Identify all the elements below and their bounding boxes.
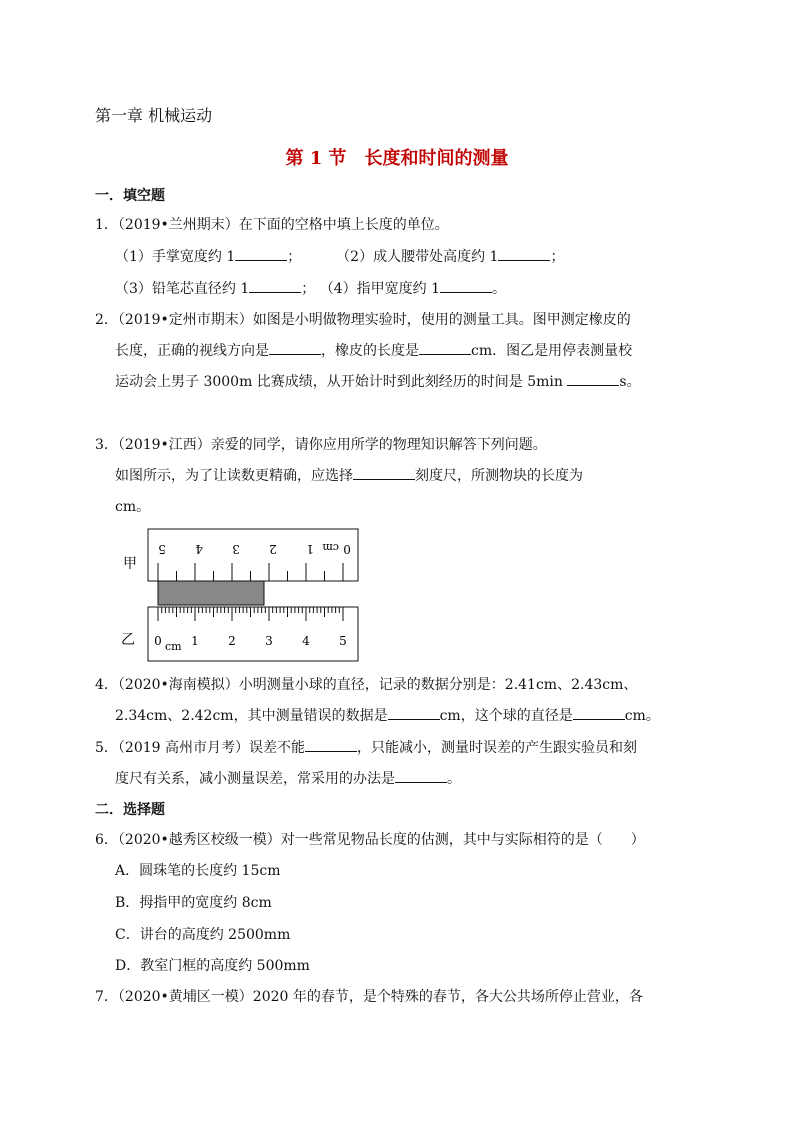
ruler-jia-unit: cm <box>322 541 339 554</box>
q2-text-d: 运动会上男子 3000m 比赛成绩，从开始计时到此刻经历的时间是 5min <box>115 374 563 390</box>
ruler-jia-tick-label: 2 <box>269 542 277 556</box>
part-heading-choice: 二．选择题 <box>95 802 165 818</box>
q4-blank-1[interactable] <box>388 707 440 720</box>
ruler-figure <box>118 527 368 663</box>
q5-blank-1[interactable] <box>305 739 357 752</box>
q6-option-d[interactable]: D．教室门框的高度约 500mm <box>115 958 310 974</box>
ruler-yi-tick-label: 5 <box>339 634 347 648</box>
q7-stem: 7．（2020•黄埔区一模）2020 年的春节，是个特殊的春节，各大公共场所停止营业，各 <box>95 989 643 1005</box>
q2-blank-1[interactable] <box>269 342 321 355</box>
q5-text-a: 5．（2019 高州市月考）误差不能 <box>95 740 305 756</box>
measured-block <box>158 581 264 605</box>
q6-option-c[interactable]: C．讲台的高度约 2500mm <box>115 927 291 943</box>
ruler-jia <box>148 529 358 581</box>
q6-stem: 6．（2020•越秀区校级一模）对一些常见物品长度的估测，其中与实际相符的是（ ） <box>95 832 645 848</box>
q1-line-ab <box>115 248 564 266</box>
section-title: 第 1 节 长度和时间的测量 <box>285 148 509 169</box>
q2-text-b: ，橡皮的长度是 <box>321 343 419 359</box>
ruler-yi-tick-label: 2 <box>228 634 236 648</box>
q3-blank-1[interactable] <box>353 467 415 480</box>
q4-text-c: cm。 <box>624 708 660 724</box>
ruler-jia-tick-label: 5 <box>158 542 166 556</box>
q3-line-3: cm。 <box>115 499 151 515</box>
q4-text-a: 2.34cm、2.42cm，其中测量错误的数据是 <box>115 708 388 724</box>
q2-line-3 <box>115 373 641 391</box>
q2-text-a: 长度，正确的视线方向是 <box>115 343 269 359</box>
q2-blank-3[interactable] <box>567 373 619 386</box>
q1-a-end: ； <box>287 249 302 265</box>
q1-c-end: ； <box>301 281 316 297</box>
q3-line-2 <box>115 467 583 485</box>
q5-blank-2[interactable] <box>395 770 447 783</box>
ruler-yi-tick-label: 4 <box>302 634 310 648</box>
q2-line-1: 2．（2019•定州市期末）如图是小明做物理实验时，使用的测量工具。图甲测定橡皮的 <box>95 312 631 328</box>
label-jia: 甲 <box>123 556 137 572</box>
q1-b-blank[interactable] <box>498 248 550 261</box>
q2-blank-2[interactable] <box>419 342 471 355</box>
q4-text-b: cm，这个球的直径是 <box>439 708 573 724</box>
q1-d: （4）指甲宽度约 1 <box>319 281 440 297</box>
ruler-yi-tick-label: 0 <box>154 634 162 648</box>
q3-text-b: 刻度尺，所测物块的长度为 <box>415 468 583 484</box>
q5-text-d: 。 <box>447 771 461 787</box>
q1-a-blank[interactable] <box>235 248 287 261</box>
q1-stem: 1．（2019•兰州期末）在下面的空格中填上长度的单位。 <box>95 217 449 233</box>
q3-text-a: 如图所示，为了让读数更精确，应选择 <box>115 468 353 484</box>
q5-text-b: ，只能减小，测量时误差的产生跟实验员和刻 <box>357 740 637 756</box>
q2-text-e: s。 <box>619 374 641 390</box>
q1-c-blank[interactable] <box>249 280 301 293</box>
q3-line-1: 3．（2019•江西）亲爱的同学，请你应用所学的物理知识解答下列问题。 <box>95 437 547 453</box>
q4-line-2 <box>115 707 660 725</box>
q1-b-end: ； <box>550 249 565 265</box>
q5-line-2 <box>115 770 461 788</box>
chapter-title: 第一章 机械运动 <box>95 106 213 125</box>
q1-c: （3）铅笔芯直径约 1 <box>115 281 250 297</box>
ruler-yi-tick-label: 1 <box>191 634 199 648</box>
q1-d-blank[interactable] <box>440 280 492 293</box>
q6-option-b[interactable]: B．拇指甲的宽度约 8cm <box>115 895 272 911</box>
q1-line-cd <box>115 280 506 298</box>
ruler-jia-tick-label: 4 <box>195 542 203 556</box>
q1-d-end: 。 <box>491 281 506 297</box>
ruler-jia-tick-label: 3 <box>232 542 240 556</box>
q1-b: （2）成人腰带处高度约 1 <box>336 249 499 265</box>
part-heading-fill-blank: 一．填空题 <box>95 188 165 204</box>
q1-a: （1）手掌宽度约 1 <box>115 249 236 265</box>
q5-text-c: 度尺有关系，减小测量误差，常采用的办法是 <box>115 771 395 787</box>
q6-option-a[interactable]: A．圆珠笔的长度约 15cm <box>115 863 281 879</box>
q2-text-c: cm．图乙是用停表测量校 <box>471 343 633 359</box>
label-yi: 乙 <box>121 632 135 648</box>
ruler-jia-tick-label: 1 <box>306 542 314 556</box>
ruler-yi-unit: cm <box>165 640 182 653</box>
q2-line-2 <box>115 342 632 360</box>
ruler-jia-tick-label: 0 <box>343 542 351 556</box>
q5-line-1 <box>95 739 637 757</box>
ruler-yi-tick-label: 3 <box>265 634 273 648</box>
q4-blank-2[interactable] <box>573 707 625 720</box>
q4-line-1: 4．（2020•海南模拟）小明测量小球的直径，记录的数据分别是：2.41cm、2.43cm、 <box>95 677 638 693</box>
